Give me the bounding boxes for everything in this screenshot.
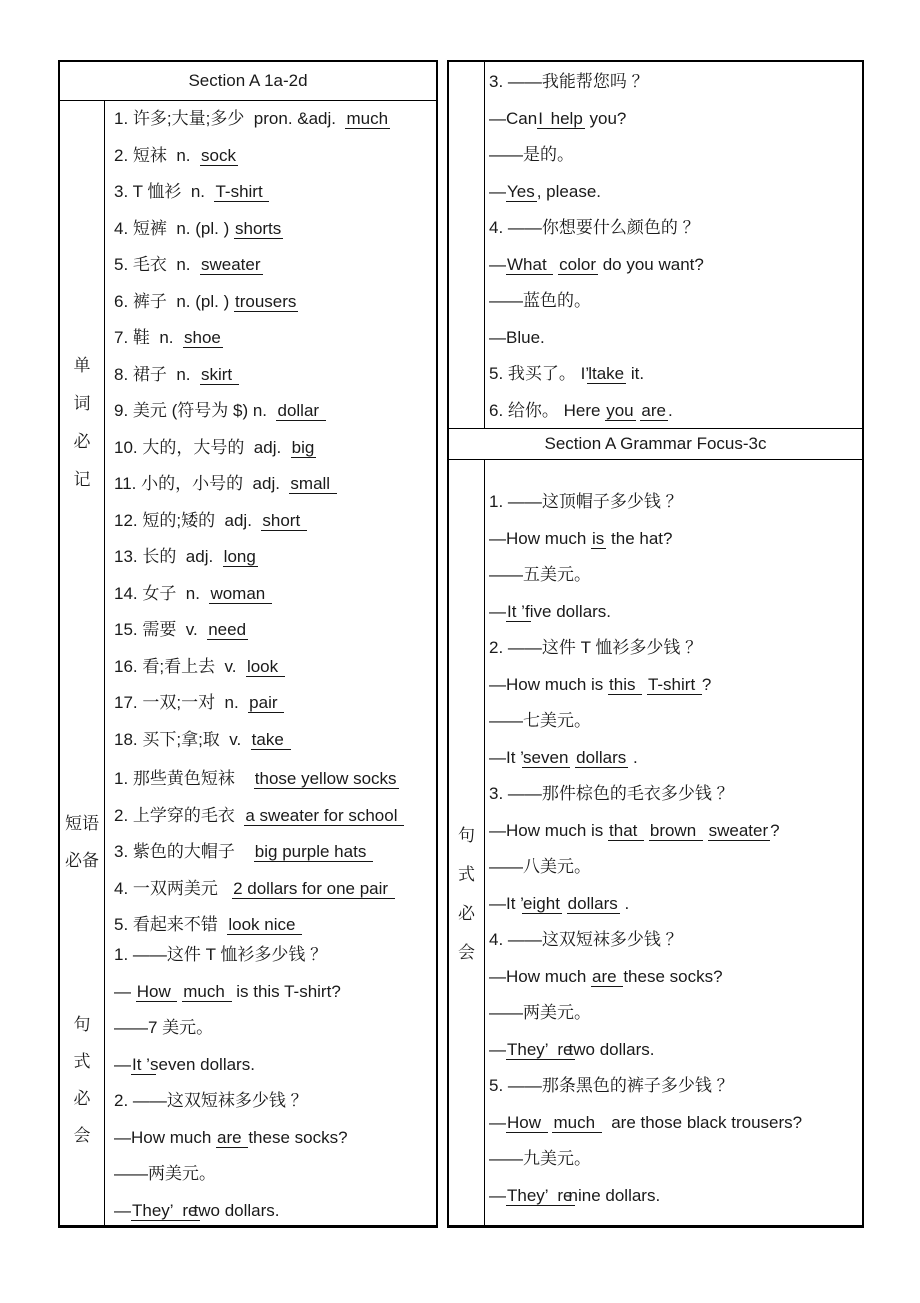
text-segment: 2. ——这双短袜多少钱 ？: [114, 1091, 308, 1110]
text-segment: 4. ——这双短袜多少钱 ？: [489, 930, 683, 949]
section-label-char: 单: [73, 356, 91, 375]
text-line: [489, 101, 862, 138]
text-line: [114, 907, 436, 937]
blank-answer: is: [592, 528, 605, 548]
text-segment: the hat?: [606, 528, 673, 548]
text-segment: 12. 短的;矮的 adj.: [114, 510, 262, 530]
text-segment: 1. ——这件 T 恤衫多少钱 ？: [114, 945, 328, 964]
blank-answer: T-shirt: [215, 182, 268, 201]
text-line: [114, 1193, 436, 1226]
text-line: [114, 761, 436, 798]
text-segment: nine dollars.: [568, 1185, 661, 1205]
text-line: [489, 1105, 862, 1142]
blank-answer: much: [553, 1112, 600, 1132]
text-segment: —How much: [489, 528, 592, 548]
blank-answer: those yellow socks: [254, 769, 397, 788]
text-segment: 4. 一双两美元: [114, 878, 233, 898]
text-segment: , please.: [536, 181, 601, 201]
words-section-label: [60, 101, 105, 761]
blank-answer: woman: [210, 583, 270, 603]
text-segment: —: [114, 1200, 131, 1220]
text-line: [114, 211, 436, 248]
text-segment: 8. 裙子 n.: [114, 364, 200, 384]
text-segment: 13. 长的 adj.: [114, 547, 223, 566]
text-line: [114, 576, 436, 613]
text-line: [489, 776, 862, 813]
text-line: [489, 740, 862, 777]
blank-answer: look nice: [228, 915, 301, 934]
blank-answer: eight: [523, 893, 560, 913]
text-line: [489, 521, 862, 558]
blank-answer: They’ re: [507, 1185, 573, 1205]
text-segment: 5. 毛衣 n.: [114, 255, 200, 274]
blank-answer: are: [641, 400, 666, 420]
blank-answer: They’ re: [132, 1200, 198, 1220]
text-line: [114, 284, 436, 321]
text-segment: —It ’: [489, 893, 529, 913]
text-segment: —Can: [489, 108, 538, 128]
blank-answer: big: [291, 437, 315, 457]
text-line: [114, 503, 436, 540]
text-segment: these socks?: [623, 966, 723, 986]
text-segment: —: [114, 981, 136, 1001]
text-line: [114, 320, 436, 357]
blank-answer: dollars: [567, 893, 618, 913]
sentences-continued-section: [449, 62, 862, 428]
text-line: [114, 101, 436, 138]
blank-answer: sweater: [708, 820, 769, 840]
sentences-section-label: [60, 937, 105, 1225]
blank-answer: help: [550, 108, 583, 128]
left-table-header: Section A 1a-2d: [60, 62, 436, 101]
text-line: [114, 174, 436, 211]
text-line: [489, 283, 862, 320]
text-segment: 17. 一双;一对 n.: [114, 693, 249, 712]
text-line: [114, 722, 436, 759]
blank-answer: sweater: [200, 255, 261, 274]
text-line: [489, 849, 862, 886]
text-line: [114, 1156, 436, 1193]
words-section: [60, 101, 436, 761]
blank-answer: this: [609, 674, 641, 694]
blank-answer: look: [246, 656, 283, 676]
text-line: [114, 1083, 436, 1120]
text-line: [114, 1120, 436, 1157]
text-line: [489, 320, 862, 357]
text-segment: —: [489, 181, 506, 201]
text-segment: 1. 那些黄色短袜: [114, 769, 254, 788]
text-segment: 4. 短裤 n. (pl. ): [114, 218, 234, 238]
text-segment: 5. 我买了。 I’: [489, 364, 594, 383]
text-line: [489, 959, 862, 996]
text-segment: 6. 给你。 Here: [489, 400, 606, 420]
text-line: [114, 357, 436, 394]
blank-answer: shoe: [183, 328, 221, 347]
text-segment: .: [619, 893, 630, 913]
text-line: [114, 247, 436, 284]
blank-answer: ltake: [588, 364, 625, 383]
grammar-section: [449, 460, 862, 1225]
text-segment: —: [489, 1112, 506, 1132]
blank-answer: long: [223, 547, 256, 566]
text-line: [489, 137, 862, 174]
text-segment: 15. 需要 v.: [114, 620, 208, 639]
section-label-char: 必: [458, 904, 475, 923]
section-label-char: 必: [73, 1089, 91, 1108]
text-segment: 1. ——这顶帽子多少钱 ？: [489, 492, 683, 511]
text-line: [114, 649, 436, 686]
blank-answer: are: [217, 1127, 247, 1147]
text-segment: 2. 上学穿的毛衣: [114, 805, 245, 825]
blank-answer: How: [136, 981, 176, 1001]
blank-answer: It ’: [132, 1054, 155, 1074]
blank-answer: big purple hats: [254, 842, 372, 861]
text-line: [489, 886, 862, 923]
text-segment: 4. ——你想要什么颜色的 ？: [489, 218, 700, 237]
text-line: [489, 484, 862, 521]
blank-answer: seven: [523, 747, 569, 767]
blank-answer: need: [208, 620, 247, 639]
text-segment: —It ’: [489, 747, 529, 767]
grammar-section-content: [485, 460, 862, 1225]
blank-answer: How: [507, 1112, 546, 1132]
text-line: [114, 393, 436, 430]
text-segment: ——九美元。: [489, 1149, 591, 1168]
blank-answer: short: [262, 510, 305, 530]
blank-answer: color: [559, 254, 596, 274]
text-line: [489, 1068, 862, 1105]
blank-answer: skirt: [200, 364, 237, 384]
blank-answer: They’ re: [507, 1039, 573, 1059]
text-line: [114, 1047, 436, 1084]
text-segment: these socks?: [248, 1127, 348, 1147]
blank-answer: much: [183, 981, 230, 1001]
right-table-header: Section A Grammar Focus-3c: [449, 428, 862, 460]
text-line: [489, 1141, 862, 1178]
section-label-char: 句: [73, 1015, 91, 1034]
text-line: [114, 974, 436, 1011]
text-segment: —Blue.: [489, 327, 545, 347]
text-segment: do you want?: [598, 254, 704, 274]
blank-answer: It ’: [507, 601, 530, 621]
text-segment: 1. 许多;大量;多少 pron. &adj.: [114, 109, 346, 128]
text-line: [489, 667, 862, 704]
text-line: [114, 834, 436, 871]
section-label-char: 会: [73, 1126, 91, 1145]
text-segment: [703, 821, 708, 840]
right-table: [447, 60, 864, 1228]
blank-answer: you: [606, 400, 634, 420]
phrases-section: [60, 761, 436, 937]
text-segment: you?: [584, 108, 627, 128]
text-segment: 5. ——那条黑色的裤子多少钱 ？: [489, 1076, 734, 1095]
text-line: [114, 612, 436, 649]
text-segment: are those black trousers?: [601, 1112, 803, 1132]
phrases-section-content: [105, 761, 436, 937]
text-line: [489, 922, 862, 959]
text-segment: .: [628, 747, 638, 767]
section-label-char: 句: [458, 826, 475, 845]
text-segment: 3. ——我能帮您吗 ？: [489, 72, 649, 91]
text-segment: —: [489, 1039, 506, 1059]
text-line: [489, 1032, 862, 1069]
text-segment: ——两美元。: [114, 1164, 216, 1183]
text-line: [489, 1178, 862, 1215]
text-segment: ——蓝色的。: [489, 291, 591, 310]
section-label-char: 短语: [65, 814, 99, 833]
section-label-char: 式: [73, 1052, 91, 1071]
text-line: [489, 703, 862, 740]
text-line: [489, 995, 862, 1032]
text-segment: seven dollars.: [150, 1054, 255, 1074]
text-segment: ——两美元。: [489, 1003, 591, 1022]
text-segment: two dollars.: [193, 1200, 280, 1220]
blank-answer: Yes: [507, 181, 535, 201]
section-label-char: 记: [73, 470, 91, 489]
text-line: [114, 466, 436, 503]
text-line: [489, 210, 862, 247]
text-segment: —How much: [489, 966, 592, 986]
text-segment: ?: [770, 820, 780, 840]
text-segment: 2. 短袜 n.: [114, 145, 200, 165]
text-line: [489, 247, 862, 284]
text-line: [489, 594, 862, 631]
text-segment: two dollars.: [568, 1039, 655, 1059]
text-segment: 18. 买下;拿;取 v.: [114, 729, 251, 749]
text-line: [489, 64, 862, 101]
blank-answer: shorts: [234, 218, 282, 238]
text-segment: ?: [701, 674, 712, 694]
text-segment: 3. 紫色的大帽子: [114, 842, 254, 861]
text-line: [489, 557, 862, 594]
text-segment: 5. 看起来不错: [114, 915, 228, 934]
text-segment: —: [489, 601, 506, 621]
text-segment: five dollars.: [525, 601, 612, 621]
left-table: [58, 60, 438, 1228]
text-line: [489, 174, 862, 211]
text-line: [114, 937, 436, 974]
text-line: [114, 138, 436, 175]
blank-answer: brown: [649, 820, 701, 840]
text-segment: 9. 美元 (符号为 $) n.: [114, 401, 277, 420]
text-segment: 3. ——那件棕色的毛衣多少钱 ？: [489, 784, 734, 803]
text-line: [489, 630, 862, 667]
text-segment: ——七美元。: [489, 711, 591, 730]
text-segment: 14. 女子 n.: [114, 583, 210, 603]
blank-answer: T-shirt: [647, 674, 700, 694]
text-segment: .: [667, 400, 673, 420]
text-segment: 6. 裤子 n. (pl. ): [114, 291, 234, 311]
sentences-section: [60, 937, 436, 1225]
text-segment: ——八美元。: [489, 857, 591, 876]
text-segment: 11. 小的，小号的 adj.: [114, 474, 290, 493]
text-segment: —How much: [114, 1127, 217, 1147]
section-label-char: 式: [458, 865, 475, 884]
text-segment: —: [489, 1185, 506, 1205]
blank-answer: small: [290, 474, 335, 493]
text-line: [114, 685, 436, 722]
section-label-char: 必: [73, 432, 91, 451]
text-segment: it.: [626, 364, 645, 383]
text-segment: —How much is: [489, 674, 609, 694]
text-segment: ——是的。: [489, 145, 574, 164]
text-segment: 10. 大的，大号的 adj.: [114, 437, 291, 457]
text-segment: 16. 看;看上去 v.: [114, 656, 246, 676]
blank-answer: a sweater for school: [245, 805, 403, 825]
text-segment: [562, 894, 567, 913]
text-segment: —: [114, 1054, 131, 1074]
blank-answer: dollar: [277, 401, 324, 420]
blank-answer: are: [592, 966, 622, 986]
blank-answer: 2 dollars for one pair: [233, 878, 393, 898]
text-segment: is this T-shirt?: [231, 981, 341, 1001]
text-segment: 2. ——这件 T 恤衫多少钱 ？: [489, 638, 703, 657]
blank-answer: trousers: [234, 291, 297, 311]
sentences-section-content: [105, 937, 436, 1225]
text-line: [489, 356, 862, 393]
phrases-section-label: [60, 761, 105, 937]
blank-answer: much: [346, 109, 389, 128]
blank-answer: sock: [200, 145, 236, 165]
text-segment: ——7 美元。: [114, 1018, 214, 1037]
section-label-char: 会: [458, 943, 475, 962]
blank-answer: pair: [249, 693, 283, 712]
text-segment: 3. T 恤衫 n.: [114, 182, 215, 201]
text-line: [489, 813, 862, 850]
sentences-continued-content: [485, 62, 862, 428]
text-line: [114, 798, 436, 835]
blank-answer: What: [507, 254, 552, 274]
text-segment: —How much is: [489, 820, 609, 840]
section-label-char: 必备: [65, 851, 99, 870]
section-label-char: 词: [73, 394, 91, 413]
blank-answer: take: [251, 729, 289, 749]
blank-answer: I: [538, 108, 548, 128]
text-line: [489, 393, 862, 429]
text-line: [114, 1010, 436, 1047]
text-segment: —: [489, 254, 506, 274]
grammar-section-label: [449, 460, 485, 1225]
text-line: [114, 871, 436, 908]
blank-answer: that: [609, 820, 643, 840]
text-segment: ——五美元。: [489, 565, 591, 584]
text-line: [114, 430, 436, 467]
blank-answer: dollars: [576, 747, 627, 767]
text-segment: 7. 鞋 n.: [114, 328, 183, 347]
text-line: [114, 539, 436, 576]
words-section-content: [105, 101, 436, 761]
sentences-continued-label-empty: [449, 62, 485, 428]
